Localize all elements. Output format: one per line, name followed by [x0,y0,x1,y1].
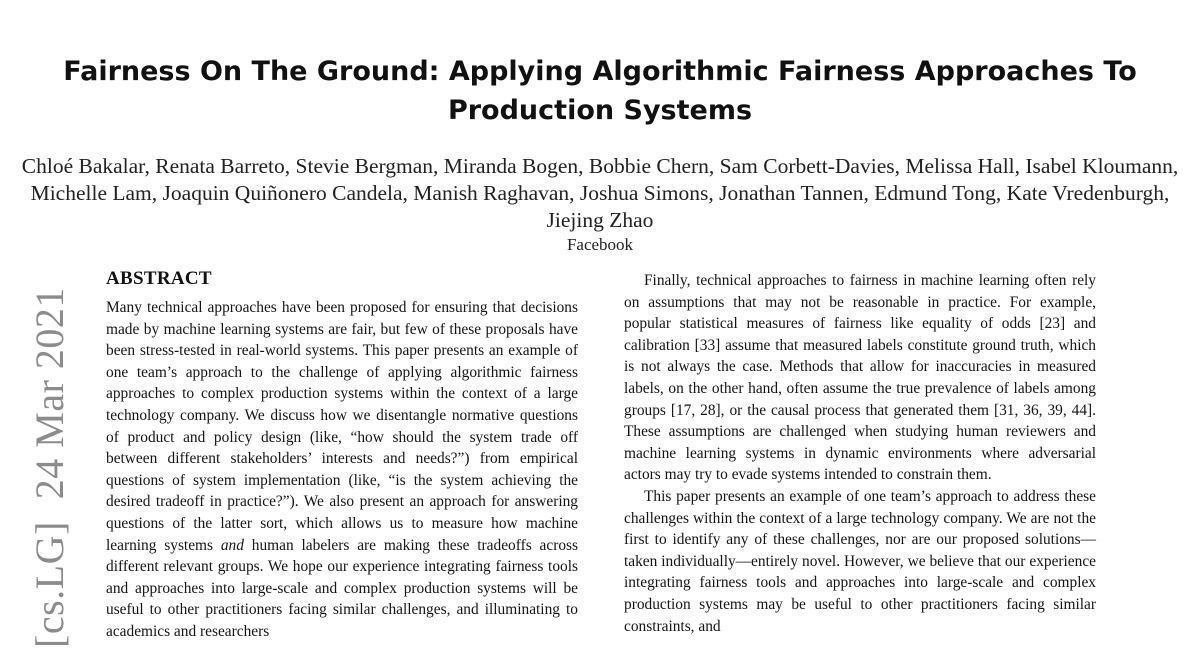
arxiv-date: 24 Mar 2021 [27,287,72,500]
author-list: Chloé Bakalar, Renata Barreto, Stevie Bergman, Miranda Bogen, Bobbie Chern, Sam Corbett-Davies, Melissa Hall, Isabel Kloumann, Michelle Lam, Joaquin Quiñonero Candela, Manish Raghavan, Joshua Simons, Jonathan Tannen, Edmund Tong, Kate Vredenburgh, Jiejing Zhao [21,154,1179,232]
paper-title: Fairness On The Ground: Applying Algorithmic Fairness Approaches To Production Systems [63,56,1137,126]
arxiv-category: [cs.LG] [27,521,72,648]
abstract-text-part-2: human labelers are making these tradeoffs across different relevant groups. We hope our experience integrating fairness tools and approaches into large-scale and complex production systems will be useful to other practitioners facing similar challenges, and illuminating to academics and researchers [106,536,578,640]
intro-paragraph-2: This paper presents an example of one team’s approach to address these challenges within the context of a large technology company. We are not the first to identify any of these challenges, nor are our proposed solutions—taken individually—entirely novel. However, we believe that our experience integrating fairness tools and approaches into large-scale and complex production systems may be useful to other practitioners facing similar constraints, and [624,487,1096,635]
abstract-heading: ABSTRACT [106,268,212,289]
abstract-paragraph [106,297,578,643]
abstract-text-part-1: Many technical approaches have been proposed for ensuring that decisions made by machine learning systems are fair, but few of these proposals have been stress-tested in real-world systems. This paper presents an example of one team’s approach to the challenge of applying algorithmic fairness approaches to complex production systems within the context of a large technology company. We discuss how we disentangle normative questions of product and policy design (like, “how should the system trade off between different stakeholders’ interests and needs?”) from empirical questions of system implementation (like, “is the system achieving the desired tradeoff in practice?”). We also present an approach for answering questions of the latter sort, which allows us to measure how machine learning systems [106,299,578,554]
affiliation: Facebook [566,235,634,254]
abstract-italic-word: and [220,536,244,554]
arxiv-side-stamp [29,287,71,648]
intro-paragraph-1: Finally, technical approaches to fairness in machine learning often rely on assumptions that may not be reasonable in practice. For example, popular statistical measures of fairness like equality of odds [23] and calibration [33] assume that measured labels constitute ground truth, which is not always the case. Methods that allow for inaccuracies in measured labels, on the other hand, often assume the true prevalence of labels among groups [17, 28], or the causal process that generated them [31, 36, 39, 44]. These assumptions are challenged when studying human reviewers and machine learning systems in dynamic environments where adversarial actors may try to evade systems intended to constrain them. [624,272,1096,484]
introduction-body [624,270,1096,637]
abstract-body [106,297,578,643]
